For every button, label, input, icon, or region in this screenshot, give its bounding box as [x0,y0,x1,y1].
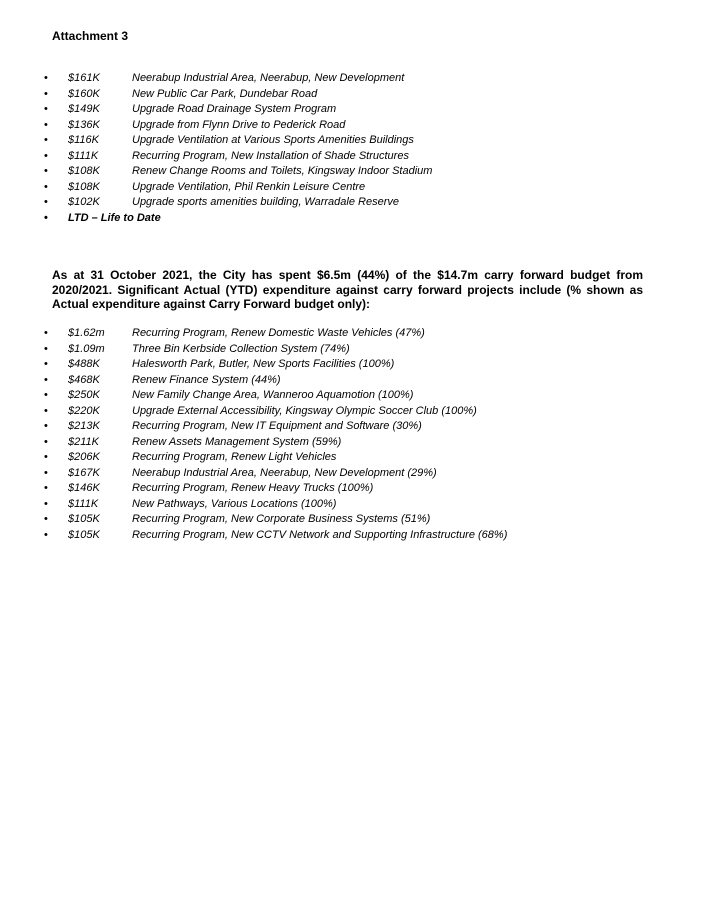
item-amount: $136K [68,118,100,131]
item-description: Renew Finance System (44%) [132,373,281,386]
item-amount: $108K [68,165,100,177]
item-description: New Public Car Park, Dundebar Road [132,87,318,100]
item-amount: $220K [68,404,100,417]
item-description: Renew Change Rooms and Toilets, Kingsway Indoor Stadium [132,165,433,177]
bullet-icon: • [44,118,48,131]
item-amount: $488K [68,358,100,370]
item-amount: $167K [68,466,100,479]
bullet-icon: • [44,358,48,370]
item-description: Recurring Program, New Installation of Shade Structures [132,149,409,162]
bullet-icon: • [44,435,48,448]
item-description: Recurring Program, New CCTV Network and Supporting Infrastructure (68%) [132,528,508,541]
item-description: Upgrade External Accessibility, Kingsway Olympic Soccer Club (100%) [132,404,477,417]
item-description: Upgrade sports amenities building, Warradale Reserve [132,196,399,208]
item-description: Neerabup Industrial Area, Neerabup, New Development [132,72,405,84]
item-amount: $146K [68,482,100,494]
item-description: Neerabup Industrial Area, Neerabup, New Development (29%) [132,466,437,479]
bullet-icon: • [44,72,48,84]
item-amount: $111K [68,497,99,510]
item-description: Upgrade Ventilation, Phil Renkin Leisure Centre [132,180,366,193]
item-description: Recurring Program, Renew Domestic Waste Vehicles (47%) [132,327,425,339]
bullet-icon: • [44,342,48,355]
bullet-icon: • [44,149,48,162]
item-description: Halesworth Park, Butler, New Sports Facilities (100%) [132,358,395,370]
item-description: Upgrade Ventilation at Various Sports Amenities Buildings [132,134,414,146]
bullet-icon: • [44,327,48,339]
item-amount: $116K [68,134,99,146]
bullet-icon: • [44,513,48,525]
item-amount: $1.62m [68,327,105,339]
item-amount: $468K [68,373,100,386]
item-description: Recurring Program, New Corporate Business Systems (51%) [132,513,431,525]
bullet-icon: • [44,211,48,224]
bullet-icon: • [44,134,48,146]
item-description: Recurring Program, Renew Light Vehicles [132,451,337,463]
bullet-icon: • [44,497,48,510]
item-amount: $250K [68,389,100,401]
item-amount: $102K [68,196,100,208]
item-amount: $105K [68,528,100,541]
item-amount: $160K [68,87,100,100]
bullet-icon: • [44,389,48,401]
bullet-icon: • [44,528,48,541]
item-description: Upgrade Road Drainage System Program [132,103,337,115]
bullet-icon: • [44,451,48,463]
page-title: Attachment 3 [52,29,129,43]
item-amount: $105K [68,513,100,525]
item-amount: $149K [68,103,100,115]
item-description: Three Bin Kerbside Collection System (74%) [132,342,350,355]
bullet-icon: • [44,373,48,386]
bullet-icon: • [44,196,48,208]
bullet-icon: • [44,87,48,100]
bullet-icon: • [44,103,48,115]
item-description: Recurring Program, New IT Equipment and Software (30%) [132,420,422,432]
bullet-icon: • [44,482,48,494]
item-description: Recurring Program, Renew Heavy Trucks (100%) [132,482,374,494]
item-description: Upgrade from Flynn Drive to Pederick Road [132,118,346,131]
bullet-icon: • [44,420,48,432]
bullet-icon: • [44,466,48,479]
item-amount: $161K [68,72,100,84]
bullet-icon: • [44,180,48,193]
bullet-icon: • [44,165,48,177]
item-amount: $213K [68,420,100,432]
item-amount: $111K [68,149,99,162]
item-amount: $206K [68,451,100,463]
bullet-icon: • [44,404,48,417]
ltd-note-text: LTD – Life to Date [68,211,161,224]
summary-paragraph: As at 31 October 2021, the City has spent $6.5m (44%) of the $14.7m carry forward budget from 2020/2021. Significant Actual (YTD) expenditure against carry forward projects include (% shown as Actual expenditure against Carry Forward budget only): [52,268,643,311]
item-amount: $211K [68,435,99,448]
item-amount: $108K [68,180,100,193]
item-description: New Pathways, Various Locations (100%) [132,497,337,510]
item-description: Renew Assets Management System (59%) [132,435,342,448]
item-amount: $1.09m [68,342,105,355]
item-description: New Family Change Area, Wanneroo Aquamotion (100%) [132,389,414,401]
